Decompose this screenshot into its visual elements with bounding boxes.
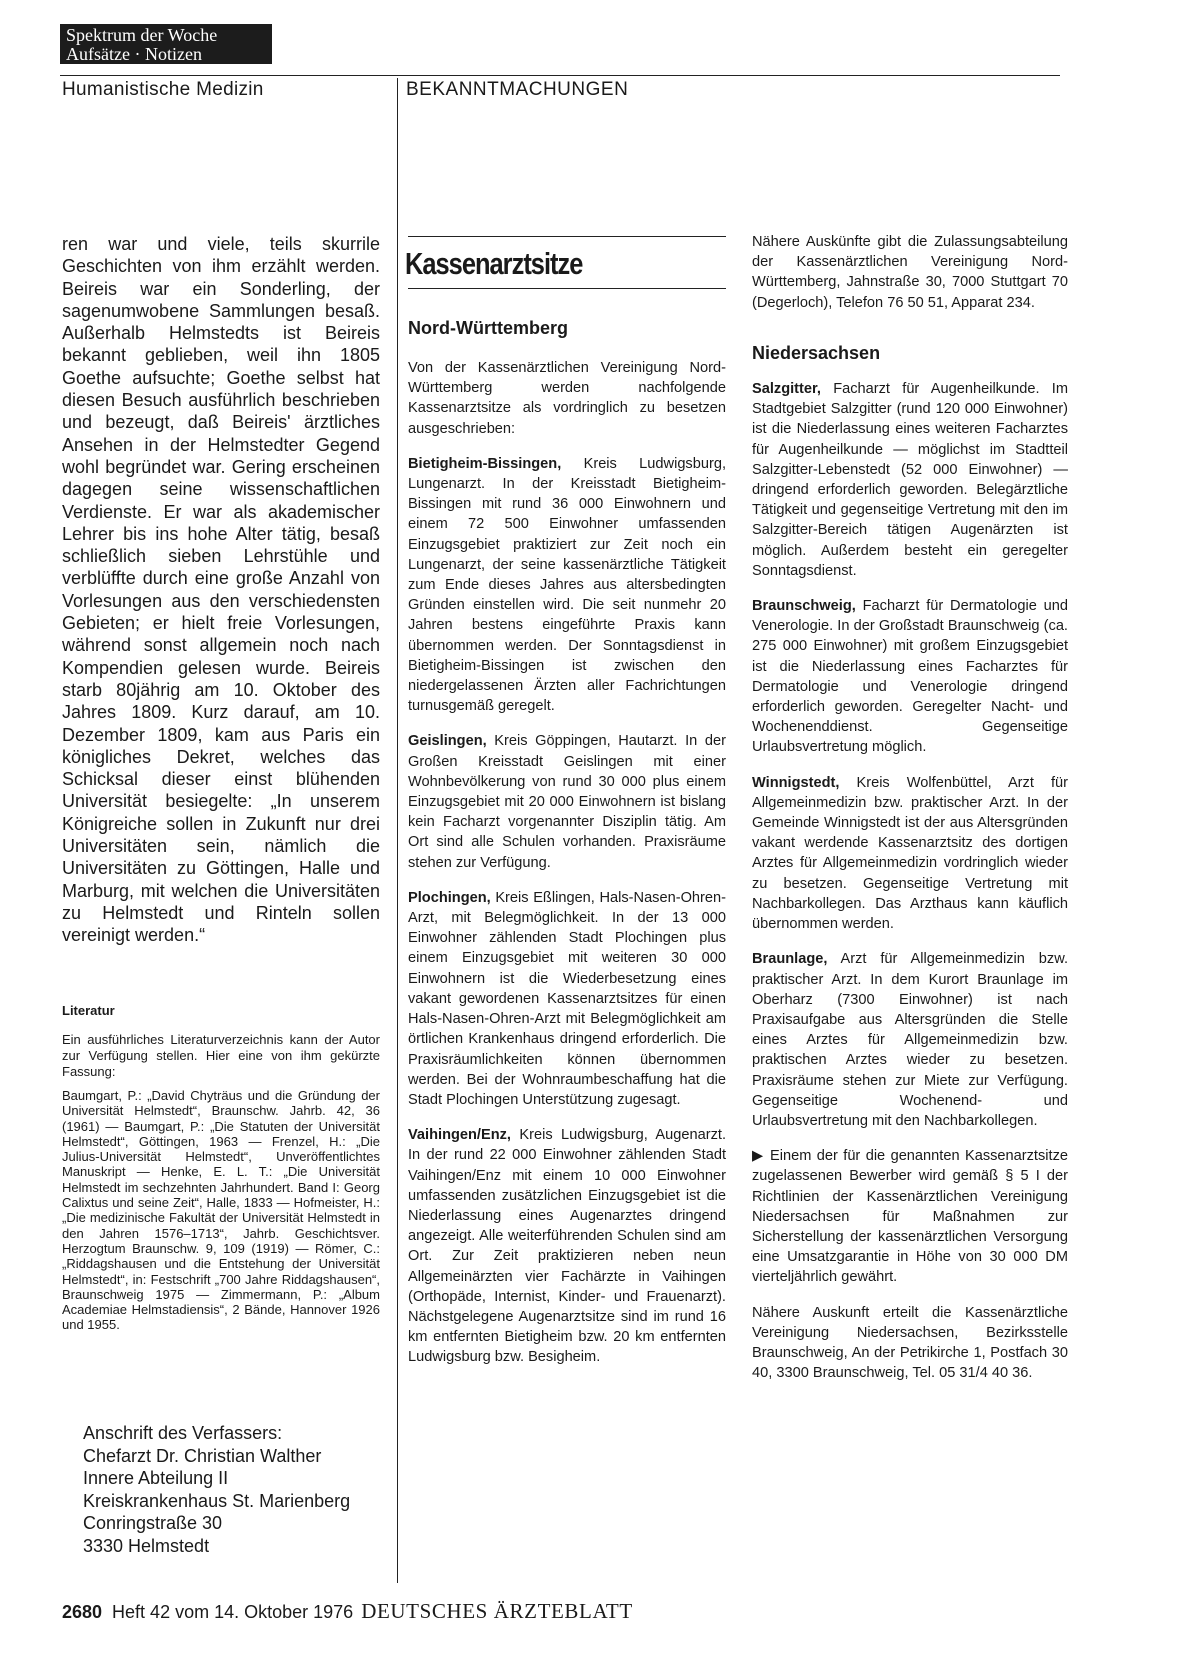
announcement-title: Kassenarztsitze [405,246,583,281]
literature-heading: Literatur [62,1003,115,1018]
listing-entry [408,888,726,1110]
listing-entry [408,731,726,872]
listing-town: Braunlage, [752,951,828,968]
literature-references: Baumgart, P.: „David Chyträus und die Gründung der Universität Helmstedt“, Braunschw. Jahrb. 42, 36 (1961) — Baumgart, P.: „Die Statuten der Universität Helmstedt“, Göttingen, 1963 — Frenzel, H.: „Die Julius-Universität Helmstedt“, Unveröffentlichtes Manuskript — Henke, E. L. T.: „Die Universität Helmstedt im sechzehnten Jahrhundert. Band I: Georg Calixtus und seine Zeit“, Halle, 1833 — Hofmeister, H.: „Die medizinische Fakultät der Universität Helmstedt in den Jahren 1576–1713“, Jahrb. Geschichtsver. Herzogtum Braunschw. 9, 109 (1919) — Römer, C.: „Riddagshausen und die Entstehung der Universität Helmstedt“, in: Festschrift „700 Jahre Riddagshausen“, Braunschweig 1975 — Zimmermann, P.: „Album Academiae Helmstadiensis“, 2 Bände, Hannover 1926 und 1955. [62,1088,380,1333]
listing-entry [752,949,1068,1131]
page-number: 2680 [62,1602,103,1622]
address-line: 3330 Helmstedt [83,1535,210,1556]
header-rule [60,75,1060,76]
listing-text: Kreis Ludwigsburg, Lungenarzt. In der Kreisstadt Bietigheim-Bissingen mit rund 36 000 Einwohnern und einem 72 500 Einwohner umfassenden Einzugsgebiet praktiziert zur Zeit noch ein Lungenarzt, der seine kassenärztliche Tätigkeit zum Ende dieses Jahres aus altersbedingten Gründen einstellen wird. Die seit nunmehr 20 Jahren bestens eingeführte Praxis kann übernommen werden. Der Sonntagsdienst in Bietigheim-Bissingen ist zwischen den niedergelassenen Ärzten aller Fachrichtungen turnusgemäß geregelt. [408,455,726,715]
section-badge [60,24,272,64]
listing-entry [752,596,1068,758]
listing-text: Kreis Wolfenbüttel, Arzt für Allgemeinmedizin bzw. praktischer Arzt. In der Gemeinde Winnigstedt ist der aus Altersgründen vakant werdende Kassenarztsitz des dortigen Arztes für Allgemeinmedizin vordringlich wieder zu besetzen. Gegenseitige Vertretung mit Nachbarkollegen. Das Arzthaus kann käuflich übernommen werden. [752,774,1068,933]
listing-text: Arzt für Allgemeinmedizin bzw. praktischer Arzt. In dem Kurort Braunlage im Oberharz (7300 Einwohner) ist nach Praxisaufgabe aus Altersgründen die Stelle eines Arztes für Allgemeinmedizin bzw. praktischen Arztes wieder zu besetzen. Praxisräume stehen zur Miete zur Verfügung. Gegenseitige Wochenend- und Urlaubsvertretung mit den Nachbarkollegen. [752,951,1068,1129]
listing-town: Salzgitter, [752,381,821,398]
listing-entry [752,379,1068,581]
listing-entry [752,773,1068,935]
listing-intro: Von der Kassenärztlichen Vereinigung Nord-Württemberg werden nachfolgende Kassenarztsitze als vordringlich zu besetzen ausgeschrieben: [408,360,726,437]
listing-entry [408,454,726,717]
region-heading-nord-wuerttemberg: Nord-Württemberg [408,318,568,338]
literature-intro: Ein ausführliches Literaturverzeichnis kann der Autor zur Verfügung stellen. Hier eine von ihm gekürzte Fassung: [62,1032,380,1079]
region-heading-niedersachsen: Niedersachsen [752,342,881,363]
journal-name: DEUTSCHES ÄRZTEBLATT [361,1599,633,1623]
column-divider [397,78,398,1583]
nw-contact-info: Nähere Auskünfte gibt die Zulassungsabteilung der Kassenärztlichen Vereinigung Nord-Württemberg, Jahnstraße 30, 7000 Stuttgart 70 (Degerloch), Telefon 76 50 51, Apparat 234. [752,234,1068,311]
listing-text: Facharzt für Augenheilkunde. Im Stadtgebiet Salzgitter (rund 120 000 Einwohner) ist die Niederlassung eines weiteren Facharztes für Augenheilkunde — möglichst im Stadtteil Salzgitter-Lebenstedt (52 000 Einwohner) — dringend erforderlich geworden. Belegärztliche Tätigkeit und gegenseitige Vertretung mit den im Salzgitter-Bereich tätigen Augenärzten ist möglich. Außerdem besteht ein geregelter Sonntagsdienst. [752,381,1068,579]
listing-town: Winnigstedt, [752,774,840,791]
nord-wuerttemberg-listings [408,358,726,1383]
listing-text: Kreis Eßlingen, Hals-Nasen-Ohren-Arzt, mit Belegmöglichkeit. In der 13 000 Einwohner zählenden Stadt Plochingen plus einem Einzugsgebiet mit weiteren 30 000 Einwohnern ist die Wiederbesetzung eines vakant gewordenen Kassenarztsitzes für einen Hals-Nasen-Ohren-Arzt mit Belegmöglichkeit am örtlichen Krankenhaus dringend erforderlich. Die Praxisräumlichkeiten können übernommen werden. Bei der Wohnraumbeschaffung hat die Stadt Plochingen Unterstützung zugesagt. [408,889,726,1108]
section-title-left: Humanistische Medizin [62,79,264,100]
address-line: Kreiskrankenhaus St. Marienberg [83,1490,351,1511]
badge-line-1: Spektrum der Woche [66,25,218,45]
article-continuation: ren war und viele, teils skurrile Geschichten von ihm erzählt werden. Beireis war ein Sonderling, der sagenumwobene Sammlungen besaß. Außerhalb Helmstedts ist Beireis bekannt geblieben, weil ihn 1805 Goethe aufsuchte; Goethe selbst hat diesen Besuch ausführlich beschrieben und bezeugt, daß Beireis' ärztliches Ansehen in der Helmstedter Gegend wohl begründet war. Gering erscheinen dagegen seine wissenschaftlichen Verdienste. Er war als akademischer Lehrer bis ins hohe Alter tätig, besaß schließlich sieben Lehrstühle und verblüffte durch eine große Anzahl von Vorlesungen aus den verschiedensten Gebieten; er hielt freie Vorlesungen, während sonst allgemein noch nach Kompendien gelesen wurde. Beireis starb 80jährig am 10. Oktober des Jahres 1809. Kurz darauf, am 10. Dezember 1809, kam aus Paris ein königliches Dekret, welches das Schicksal dieser einst blühenden Universität besiegelte: „In unserem Königreiche sollen in Zukunft nur drei Universitäten sein, nämlich die Universitäten zu Göttingen, Halle und Marburg, mit welchen die Universitäten zu Helmstedt und Rinteln sollen vereinigt werden.“ [62,234,380,946]
issue-info: Heft 42 vom 14. Oktober 1976 [112,1602,354,1622]
arrow-icon: ▶ [752,1148,765,1165]
listing-text: Facharzt für Dermatologie und Venerologie. In der Großstadt Braunschweig (ca. 275 000 Einwohner) mit großem Einzugsgebiet ist die Niederlassung eines Facharztes für Dermatologie und Venerologie dringend erforderlich geworden. Geregelter Nacht- und Wochenenddienst. Gegenseitige Urlaubsvertretung möglich. [752,598,1068,756]
title-rule-bottom [408,288,726,289]
title-rule-top [408,236,726,237]
page-footer [62,1599,633,1624]
section-title-right: BEKANNTMACHUNGEN [406,79,629,100]
ns-contact-info: Nähere Auskunft erteilt die Kassenärztliche Vereinigung Niedersachsen, Bezirksstelle Braunschweig, An der Petrikirche 1, Postfach 30 40, 3300 Braunschweig, Tel. 05 31/4 40 36. [752,1304,1068,1382]
notice-text: Einem der für die genannten Kassenarztsitze zugelassenen Bewerber wird gemäß § 5 I der Richtlinien der Kassenärztlichen Vereinigung Niedersachsen für Maßnahmen zur Sicherstellung der kassenärztlichen Versorgung eine Umsatzgarantie in Höhe von 30 000 DM vierteljährlich gewährt. [752,1148,1068,1286]
listing-town: Geislingen, [408,733,487,750]
address-line: Innere Abteilung II [83,1468,229,1488]
listing-text: Kreis Göppingen, Hautarzt. In der Großen Kreisstadt Geislingen mit einer Wohnbevölkerung von rund 30 000 plus einem Einzugsgebiet mit 20 000 Einwohnern ist bislang kein Facharzt vorgenannter Disziplin tätig. Am Ort sind alle Schulen vorhanden. Praxisräume stehen zur Verfügung. [408,733,726,871]
listing-town: Vaihingen/Enz, [408,1127,511,1144]
author-address [83,1422,393,1557]
niedersachsen-listings [752,232,1068,1398]
address-line: Conringstraße 30 [83,1513,223,1533]
listing-town: Bietigheim-Bissingen, [408,455,562,472]
listing-text: Kreis Ludwigsburg, Augenarzt. In der rund 22 000 Einwohner zählenden Stadt Vaihingen/Enz mit einem 10 000 Einwohner umfassenden zusätzlichen Einzugsgebiet ist die Niederlassung eines Augenarztes dringend angezeigt. Alle weiterführenden Schulen sind am Ort. Zur Zeit praktizieren neben neun Allgemeinärzten vier Fachärzte in Vaihingen (Orthopäde, Internist, Kinder- und Frauenarzt). Nächstgelegene Augenarztsitze sind im rund 16 km entfernten Bietigheim bzw. 20 km entfernten Ludwigsburg bzw. Besigheim. [408,1127,726,1366]
listing-town: Plochingen, [408,889,491,906]
guarantee-notice [752,1146,1068,1287]
listing-town: Braunschweig, [752,598,856,615]
address-line: Chefarzt Dr. Christian Walther [83,1445,322,1466]
address-line: Anschrift des Verfassers: [83,1423,283,1443]
badge-line-2: Aufsätze · Notizen [66,44,202,64]
listing-entry [408,1125,726,1367]
